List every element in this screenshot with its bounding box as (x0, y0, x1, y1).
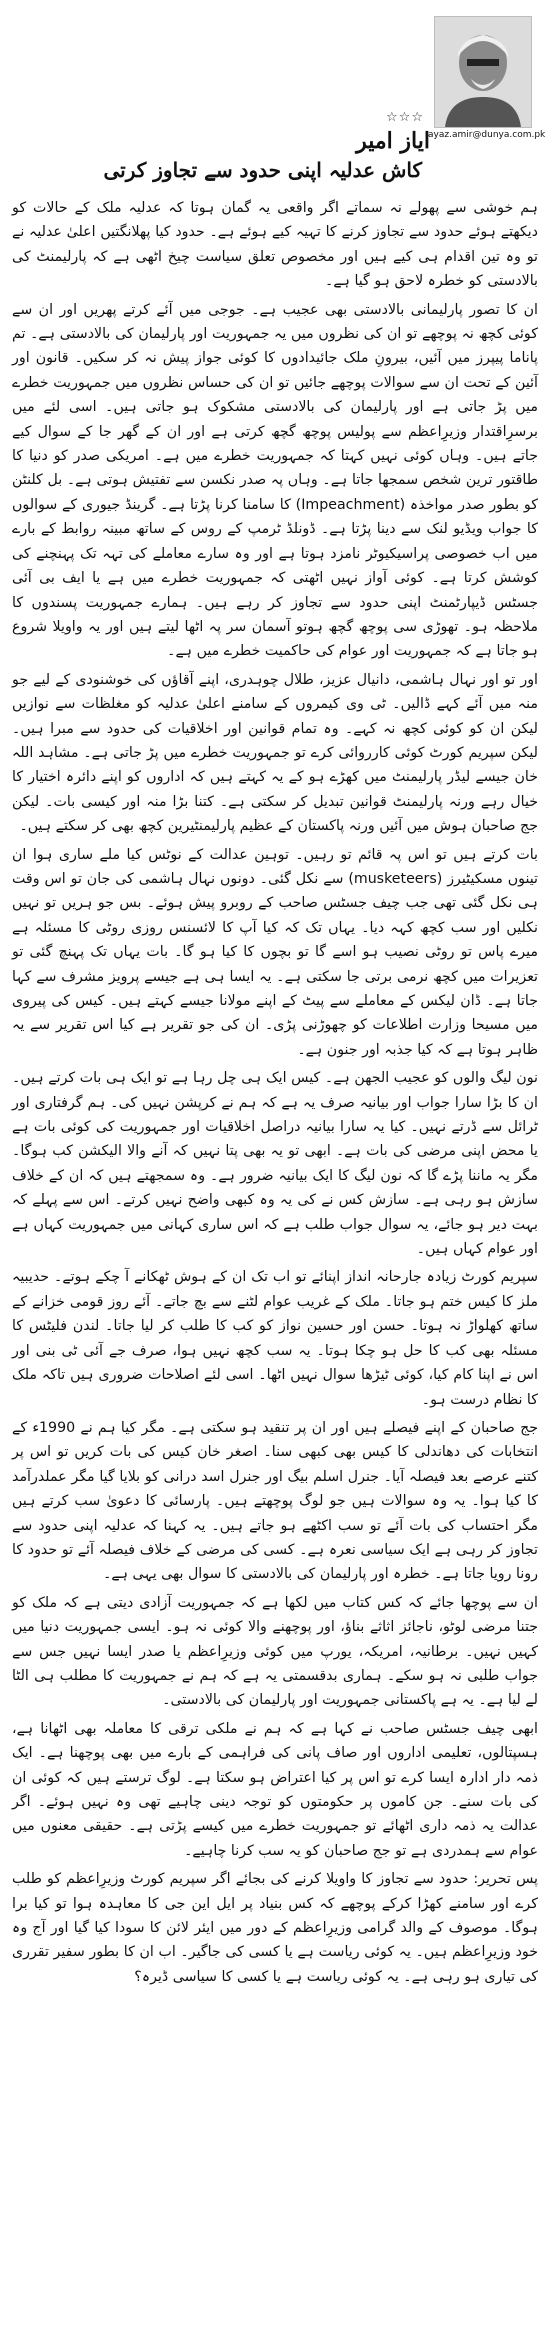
article-paragraph: ہم خوشی سے پھولے نہ سماتے اگر واقعی یہ گمان ہوتا کہ عدلیہ ملک کے حالات کو دیکھتے ہوئے حدود سے تجاوز کرنے کا تہیہ کیے ہوئے ہے۔ حدود کیا پھلانگتیں اعلیٰ عدلیہ نے تو وہ تین اقدام ہی کیے ہیں اور مخصوص تعلق سیاست چیخ اٹھی ہے کہ پارلیمنٹ کی بالادستی کو خطرہ لاحق ہو گیا ہے۔ (12, 200, 538, 290)
article-paragraph: ابھی چیف جسٹس صاحب نے کہا ہے کہ ہم نے ملکی ترقی کا معاملہ بھی اٹھانا ہے، ہسپتالوں، تعلیمی اداروں اور صاف پانی کی فراہمی کے بارے میں بھی پوچھنا ہے۔ ایک ذمہ دار ادارہ ایسا کرے تو اس پر کیا اعتراض ہو سکتا ہے۔ لوگ ترستے ہیں کہ کوئی ان کی بات سنے۔ جن کاموں پر حکومتوں کو توجہ دینی چاہیے تھی وہ نہیں ہوئے۔ اگر عدالت یہ ذمہ داری اٹھائے تو جمہوریت خطرے میں کیسے پڑتی ہے۔ حقیقی معنوں میں عوام سے ہمدردی ہے تو جج صاحبان کو یہ سب کرنا چاہیے۔ (12, 1720, 538, 1859)
article-body (8, 196, 542, 1989)
author-portrait-image (435, 17, 531, 127)
article-paragraph: ان سے پوچھا جائے کہ کس کتاب میں لکھا ہے کہ جمہوریت آزادی دیتی ہے کہ ملک کو جتنا مرضی لوٹو، ناجائز اثاثے بناؤ، اور پوچھنے والا کوئی نہ ہو۔ ایسی جمہوریت دنیا میں کہیں نہیں۔ برطانیہ، امریکہ، یورپ میں کوئی وزیرِاعظم یا صدر ایسا نہیں جس سے جواب طلبی نہ ہو سکے۔ ہماری بدقسمتی یہ ہے کہ ہم نے جمہوریت کا مطلب ہی الٹا لے لیا ہے۔ یہ ہے پاکستانی جمہوریت اور پارلیمان کی بالادستی۔ (12, 1594, 538, 1709)
column-header (8, 6, 546, 196)
article-paragraph: سپریم کورٹ زیادہ جارحانہ انداز اپنائے تو اب تک ان کے ہوش ٹھکانے آ چکے ہوتے۔ حدیبیہ ملز کا کیس ختم ہو جاتا۔ ملک کے غریب عوام لٹنے سے بچ جاتے۔ آئے روز قومی خزانے کے ساتھ کھلواڑ نہ ہوتا۔ حسن اور حسین نواز کو کب کا طلب کر لیا جاتا۔ لندن فلیٹس کا مسئلہ بھی کب کا حل ہو چکا ہوتا۔ یہ سب کچھ نہیں ہوا، صرف جے آئی ٹی بنی اور اس نے اپنا کام کیا، کوئی ٹیڑھا سوال نہیں اٹھا۔ اسی لئے اصلاحات ضروری ہیں تاکہ ملک کا نظام درست ہو۔ (12, 1269, 538, 1408)
author-email: ayaz.amir@dunya.com.pk (428, 130, 546, 140)
column-headline: کاش عدلیہ اپنی حدود سے تجاوز کرتی (103, 158, 422, 182)
article-paragraph: بات کرتے ہیں تو اس پہ قائم تو رہیں۔ توہین عدالت کے نوٹس کیا ملے ساری ہوا ان تینوں مسکیٹیرز (musketeers) سے نکل گئی۔ دونوں نہال ہاشمی کی جان تو اس وقت ہی نکل گئی تھی جب چیف جسٹس صاحب کے روبرو پیش ہوئے۔ بس جو ہریں تو نہیں نکلیں اور سب کچھ کہہ دیا۔ یہاں تک کہ کیا آپ کا لائسنس روزی روٹی کا مسئلہ ہے میرے پاس تو روٹی نصیب ہو اسے گا تو بچوں کا کیا ہو گا۔ بات یہاں تک پہنچ گئی تو تعزیرات میں کچھ نرمی برتی جا سکتی ہے۔ یہ ایسا ہی ہے جیسے پرویز مشرف سے کہا جاتا ہے۔ ڈان لیکس کے معاملے سے پیٹ کے اپنے مولانا جیسے کہتے ہیں۔ کیس کی پیروی میں مسیحا وزارت اطلاعات کو چھوڑنی پڑی۔ ان کی جو تقریر ہے کیا اس تقریر سے یہ ظاہر ہوتا ہے کہ کیا جذبہ اور جنون ہے۔ (12, 846, 538, 1058)
article-paragraph: پس تحریر: حدود سے تجاوز کا واویلا کرنے کی بجائے اگر سپریم کورٹ وزیرِاعظم کو طلب کرے اور سامنے کھڑا کرکے پوچھے کہ کس بنیاد پر ایل این جی کا معاہدہ ہوا تو کیا برا ہوگا۔ موصوف کے والد گرامی وزیرِاعظم کے دور میں ایئر لائن کا سودا کیا گیا اور آج وہ خود وزیرِاعظم ہیں۔ یہ کوئی ریاست ہے یا کسی کی جاگیر۔ اب ان کا بطور سفیر تقرری کی تیاری ہو رہی ہے۔ یہ کوئی ریاست ہے یا کسی کا سیاسی ڈیرہ؟ (12, 1871, 538, 1985)
author-photo (434, 16, 532, 128)
article-paragraph: ان کا تصور پارلیمانی بالادستی بھی عجیب ہے۔ جوجی میں آئے کرتے پھریں اور ان سے کوئی کچھ نہ پوچھے تو ان کی نظروں میں یہ جمہوریت اور پارلیمان کی بالادستی ہے۔ تم پاناما پیپرز میں آئیں، بیرونِ ملک جائیدادوں کا کوئی جواز پیش نہ کر سکیں۔ قانون اور آئین کے تحت ان سے سوالات پوچھے جائیں تو ان کی حساس نظروں میں جمہوریت خطرے میں پڑ جاتی ہے اور پارلیمان کی بالادستی مشکوک ہو جاتی ہیں۔ اسی لئے میں برسرِاقتدار وزیرِاعظم سے پولیس پوچھ گچھ کرتی ہے اور ان کے گھر جا کے سوال کیے جاتے ہیں۔ وہاں کوئی نہیں کہتا کہ جمہوریت خطرے میں ہے۔ امریکی صدر کو دنیا کا طاقتور ترین شخص سمجھا جاتا ہے۔ وہاں پہ صدر نکسن سے تفتیش ہوتی ہے۔ بل کلنٹن کو بطور صدر مواخذہ (Impeachment) کا سامنا کرنا پڑتا ہے۔ گرینڈ جیوری کے سوالوں کا جواب ویڈیو لنک سے دینا پڑتا ہے۔ ڈونلڈ ٹرمپ کے روس کے ساتھ مبینہ روابط کے بارے میں اب خصوصی پراسیکیوٹر نامزد ہوتا ہے اور وہ سارے معاملے کی تہہ تک پہنچنے کی کوشش کرتا ہے۔ کوئی آواز نہیں اٹھتی کہ جمہوریت خطرے میں ہے یا ایف بی آئی جسٹس ڈیپارٹمنٹ اپنی حدود سے تجاوز کر رہے ہیں۔ ہمارے جمہوریت پسندوں کا ملاحظہ ہو۔ تھوڑی سی پوچھ گچھ ہوتو آسمان سر پہ اٹھا لیتے ہیں اور یہ واویلا شروع ہو جاتا ہے کہ جمہوریت اور عوام کی حاکمیت خطرے میں ہے۔ (12, 301, 539, 660)
article-paragraph: اور تو اور نہال ہاشمی، دانیال عزیز، طلال چوہدری، اپنے آقاؤں کی خوشنودی کے لیے جو منہ میں آئے کہے ڈالیں۔ ٹی وی کیمروں کے سامنے اعلیٰ عدلیہ کو مغلظات سے نوازیں لیکن ان کو کوئی کچھ نہ کہے۔ وہ تمام قوانین اور اخلاقیات کی حدود سے مبرا ہیں۔ لیکن سپریم کورٹ کوئی کارروائی کرے تو جمہوریت خطرے میں پڑ جاتی ہے۔ مشاہد اللہ خان جیسے لیڈر پارلیمنٹ میں کھڑے ہو کے یہ کہتے ہیں کہ اداروں کو اپنے دائرہ اختیار کا خیال رہے ورنہ پارلیمنٹ قوانین تبدیل کر سکتی ہے۔ کتنا بڑا منہ اور کیسی بات۔ لیکن جج صاحبان ہوش میں آئیں ورنہ پاکستان کے عظیم پارلیمنٹیرین کچھ بھی کر سکتے ہیں۔ (12, 671, 538, 835)
article-paragraph: جج صاحبان کے اپنے فیصلے ہیں اور ان پر تنقید ہو سکتی ہے۔ مگر کیا ہم نے 1990ء کے انتخابات کی دھاندلی کا کیس بھی کبھی سنا۔ اصغر خان کیس کی بات کریں تو اس پر کتنے عرصے بعد فیصلہ آیا۔ جنرل اسلم بیگ اور جنرل اسد درانی کو بلایا گیا مگر عملدرآمد کا کیا ہوا۔ یہ وہ سوالات ہیں جو لوگ پوچھتے ہیں۔ پارسائی کا دعویٰ سب کرتے ہیں مگر احتساب کی بات آئے تو سب اکٹھے ہو جاتے ہیں۔ یہ کہنا کہ عدلیہ اپنی حدود سے تجاوز کر رہی ہے ایک سیاسی نعرہ ہے۔ کسی کی مرضی کے خلاف فیصلہ آئے تو حدود کا رونا رویا جاتا ہے۔ خطرہ اور پارلیمان کی بالادستی کا سوال بھی یہی ہے۔ (12, 1419, 539, 1583)
article-paragraph: نون لیگ والوں کو عجیب الجھن ہے۔ کیس ایک ہی چل رہا ہے تو ایک ہی بات کرتے ہیں۔ ان کا بڑا سارا جواب اور بیانیہ صرف یہ ہے کہ ہم نے کرپشن نہیں کی۔ ہم گرفتاری اور ٹرائل سے ڈرتے نہیں۔ کیا یہ سارا بیانیہ دراصل اخلاقیات اور جمہوریت کی کوئی بات ہے یا محض اپنی مرضی کی بات ہے۔ ابھی تو یہ بھی پتا نہیں کہ آنے والا الیکشن کب ہوگا۔ مگر یہ ماننا پڑے گا کہ نون لیگ کا ایک بیانیہ ضرور ہے۔ وہ سمجھتے ہیں کہ ان کے خلاف سازش ہو رہی ہے۔ سازش کس نے کی یہ وہ کبھی واضح نہیں کرتے۔ اس سے پہلے کہ بہت دیر ہو جائے، یہ سوال جواب طلب ہے کہ اس ساری کہانی میں جمہوریت کہاں ہے اور عوام کہاں ہیں۔ (12, 1070, 538, 1258)
rating-stars: ☆☆☆ (386, 110, 424, 125)
author-name: ایاز امیر (356, 128, 430, 154)
